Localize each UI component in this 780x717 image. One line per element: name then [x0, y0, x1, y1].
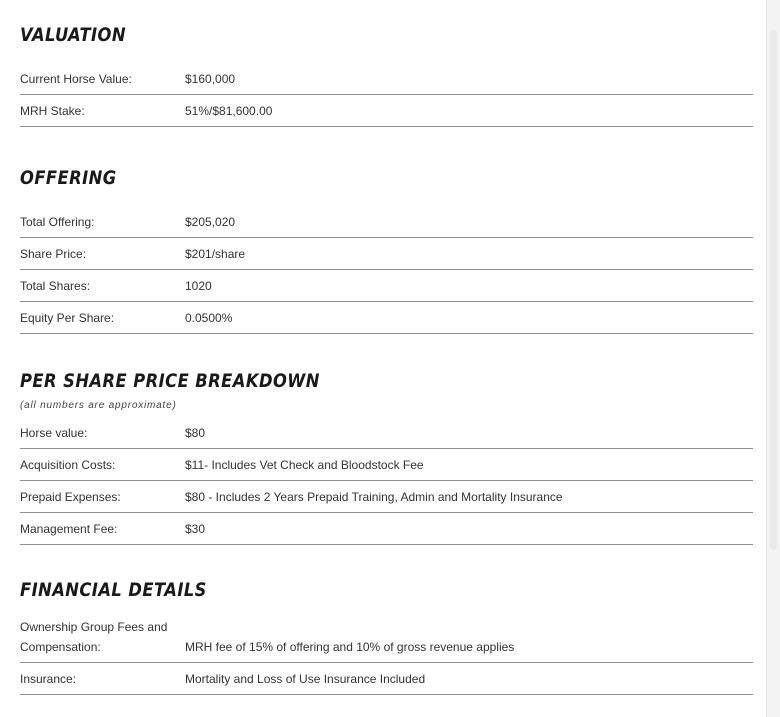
table-row	[20, 449, 753, 481]
row-value: Mortality and Loss of Use Insurance Included	[185, 671, 426, 686]
offering-table	[20, 206, 753, 334]
table-row	[20, 481, 753, 513]
table-row	[20, 612, 753, 663]
row-value: 51%/$81,600.00	[185, 103, 273, 118]
row-value: MRH fee of 15% of offering and 10% of gross revenue applies	[185, 640, 515, 654]
table-row	[20, 95, 753, 127]
row-label: Equity Per Share:	[20, 310, 115, 325]
row-label: Ownership Group Fees and Compensation:	[20, 620, 168, 654]
table-row	[20, 206, 753, 238]
financial-table	[20, 612, 753, 695]
row-label: Prepaid Expenses:	[20, 489, 121, 504]
row-label: Acquisition Costs:	[20, 457, 116, 472]
row-label: Total Offering:	[20, 214, 95, 229]
table-row	[20, 663, 753, 695]
row-value: $80	[185, 425, 206, 440]
table-row	[20, 302, 753, 334]
breakdown-table	[20, 417, 753, 545]
row-label: Insurance:	[20, 671, 77, 686]
row-label: MRH Stake:	[20, 103, 85, 118]
table-row	[20, 238, 753, 270]
row-value: $160,000	[185, 71, 236, 86]
approximate-note: (all numbers are approximate)	[20, 400, 177, 411]
row-label: Total Shares:	[20, 278, 91, 293]
row-label: Horse value:	[20, 425, 88, 440]
section-title-offering: OFFERING	[20, 167, 117, 189]
row-label: Management Fee:	[20, 521, 118, 536]
row-label: Share Price:	[20, 246, 87, 261]
vertical-scrollbar[interactable]	[766, 0, 780, 717]
row-value: $30	[185, 521, 206, 536]
row-value: $201/share	[185, 246, 246, 261]
section-title-breakdown: PER SHARE PRICE BREAKDOWN	[20, 370, 320, 392]
section-title-valuation: VALUATION	[20, 24, 126, 46]
table-row	[20, 417, 753, 449]
row-value: 0.0500%	[185, 310, 233, 325]
row-value: $205,020	[185, 214, 236, 229]
row-value: $80 - Includes 2 Years Prepaid Training, Admin and Mortality Insurance	[185, 489, 563, 504]
table-row	[20, 270, 753, 302]
row-value: $11- Includes Vet Check and Bloodstock Fee	[185, 457, 424, 472]
row-value: 1020	[185, 278, 212, 293]
table-row	[20, 63, 753, 95]
row-label: Current Horse Value:	[20, 71, 132, 86]
table-row	[20, 513, 753, 545]
scrollbar-thumb[interactable]	[770, 30, 777, 550]
section-title-financial-details: FINANCIAL DETAILS	[20, 579, 207, 601]
valuation-table	[20, 63, 753, 127]
